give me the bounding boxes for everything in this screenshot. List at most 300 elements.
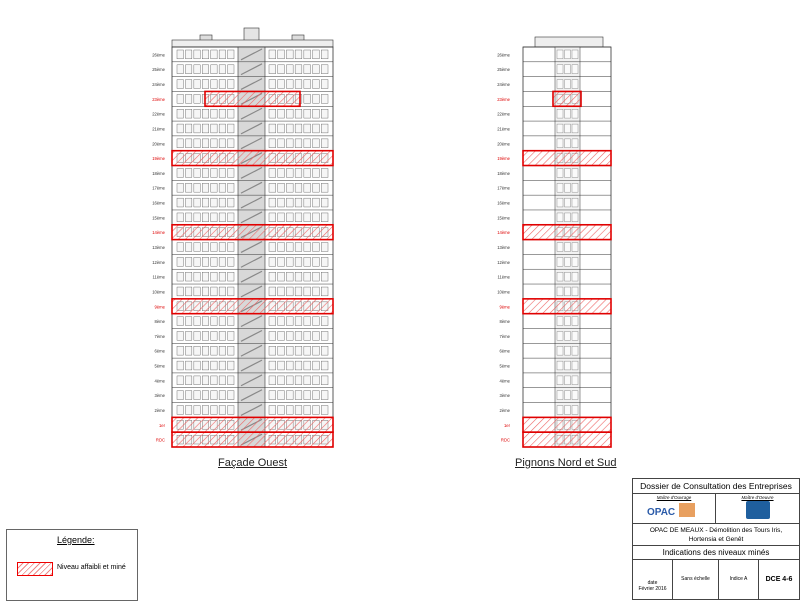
window [295,361,302,370]
window [185,183,191,192]
gable-window [565,317,571,326]
window [313,213,320,222]
window [321,124,328,133]
window [185,391,191,400]
level-label: 25ème [497,67,510,73]
mined-band-3 [205,91,300,106]
level-label: 16ème [497,200,510,206]
architect-logo-cell [716,494,799,524]
header-text: Dossier de Consultation des Entreprises [640,481,792,491]
maitre-oeuvre-caption: Maître d'Oeuvre [741,495,774,500]
window [295,65,302,74]
gable-window [572,287,578,296]
window [295,406,302,415]
window [321,243,328,252]
level-label: 20ème [152,141,165,147]
window [304,109,311,118]
window [278,198,285,207]
window [219,287,225,296]
window [278,346,285,355]
window [321,109,328,118]
window [228,124,234,133]
title-block-header [633,479,799,494]
window [177,331,183,340]
window [313,124,320,133]
window [278,243,285,252]
window [185,94,191,103]
window [304,243,311,252]
window [219,124,225,133]
window [313,169,320,178]
mined-band-7 [172,151,333,166]
level-label: 7ème [499,333,510,339]
window [185,272,191,281]
window [313,257,320,266]
level-label: 4ème [154,378,165,384]
window [202,272,208,281]
gable-window [557,243,563,252]
gable-window [572,213,578,222]
window [202,257,208,266]
window [295,243,302,252]
window [295,213,302,222]
gable-window [557,65,563,74]
level-label: 17ème [152,185,165,191]
window [278,361,285,370]
window [321,376,328,385]
gable-window [557,109,563,118]
level-label: 8ème [154,319,165,325]
window [278,124,285,133]
gable-window [557,272,563,281]
window [295,257,302,266]
level-label: 15ème [152,215,165,221]
gable-window [557,198,563,207]
window [185,109,191,118]
level-label: 26ème [152,52,165,58]
window [219,391,225,400]
gable-window [557,376,563,385]
window [202,287,208,296]
window [194,198,200,207]
level-label: 24ème [152,82,165,88]
level-label: 13ème [497,245,510,250]
window [313,272,320,281]
gable-window [572,124,578,133]
level-label: 8ème [499,319,510,325]
window [286,213,293,222]
gable-mined-band-26 [523,432,611,447]
window [321,287,328,296]
window [219,169,225,178]
window [321,169,328,178]
window [202,406,208,415]
level-label: 1er [158,422,165,428]
gable-window [557,213,563,222]
window [286,287,293,296]
window [211,50,217,59]
window [304,198,311,207]
window [194,139,200,148]
window [304,139,311,148]
window [286,317,293,326]
gable-window [572,169,578,178]
gable-mined-band-12 [523,225,611,240]
ns-level-labels [497,52,510,442]
scale-cell: Sans échelle [673,560,719,599]
window [185,213,191,222]
window [304,406,311,415]
window [278,406,285,415]
doc-ref-cell: DCE 4-6 [765,576,793,583]
window [295,139,302,148]
window [202,169,208,178]
window [321,80,328,89]
window [304,257,311,266]
window [211,287,217,296]
west-level-labels [152,52,165,442]
window [185,361,191,370]
window [177,346,183,355]
window [177,124,183,133]
window [321,183,328,192]
window [286,346,293,355]
mined-level-swatch [17,562,53,576]
date-value: Février 2016 [638,586,667,592]
gable-window [565,257,571,266]
window [278,80,285,89]
west-facade-elevation [172,28,333,447]
window [211,169,217,178]
window [177,109,183,118]
window [177,272,183,281]
gable-window [557,361,563,370]
window [211,257,217,266]
level-label: 4ème [499,378,510,384]
gable-window [572,317,578,326]
window [286,406,293,415]
window [295,109,302,118]
gable-window [565,391,571,400]
level-label: 23ème [497,96,510,102]
north-south-gable-elevation [523,37,611,447]
gable-window [565,198,571,207]
window [228,109,234,118]
window [269,80,276,89]
window [228,50,234,59]
gable-window [565,139,571,148]
gable-window [565,272,571,281]
window [295,124,302,133]
window [228,331,234,340]
mined-band-17 [172,299,333,314]
gable-mined-band-17 [523,299,611,314]
gable-window [572,183,578,192]
level-label: 7ème [154,333,165,339]
window [185,346,191,355]
gable-window [572,243,578,252]
window [219,406,225,415]
level-label: 15ème [497,215,510,221]
window [295,80,302,89]
window [304,331,311,340]
title-block-logos [633,494,799,524]
window [321,331,328,340]
gable-window [565,109,571,118]
window [295,272,302,281]
window [304,183,311,192]
window [286,65,293,74]
window [278,331,285,340]
gable-window [572,198,578,207]
window [313,346,320,355]
gable-window [572,50,578,59]
window [211,361,217,370]
window [278,139,285,148]
window [278,391,285,400]
window [194,169,200,178]
window [321,346,328,355]
window [177,257,183,266]
window [295,198,302,207]
gable-window [557,169,563,178]
window [269,272,276,281]
window [228,257,234,266]
window [313,361,320,370]
level-label: 5ème [499,363,510,369]
level-label: 20ème [497,141,510,147]
window [194,391,200,400]
window [211,376,217,385]
legend-box [6,529,138,601]
window [321,317,328,326]
window [202,317,208,326]
gable-window [557,346,563,355]
gable-window [572,376,578,385]
level-label: 3ème [154,393,165,399]
window [321,50,328,59]
window [219,257,225,266]
level-label: 12ème [497,259,510,265]
gable-window [557,287,563,296]
level-label: 10ème [497,289,510,295]
window [202,243,208,252]
gable-window [565,346,571,355]
window [228,243,234,252]
level-label: 14ème [497,230,510,236]
window [321,361,328,370]
architect-logo-icon [746,501,770,519]
window [278,183,285,192]
window [194,331,200,340]
window [304,169,311,178]
legend-item-label: Niveau affaibli et miné [57,564,126,571]
maitre-ouvrage-caption: Maître d'Ouvrage [656,495,692,500]
window [211,391,217,400]
window [269,183,276,192]
window [219,198,225,207]
window [269,50,276,59]
index-cell: Indice A [719,560,759,599]
owner-project [633,524,799,546]
window [304,213,311,222]
window [228,361,234,370]
window [278,109,285,118]
window [228,317,234,326]
window [219,331,225,340]
window [304,50,311,59]
level-label: 12ème [152,259,165,265]
window [304,124,311,133]
level-label: 6ème [499,348,510,354]
level-label: 2ème [154,407,165,413]
gable-window [572,109,578,118]
window [286,109,293,118]
gable-window [565,65,571,74]
window [211,331,217,340]
window [321,272,328,281]
window [269,331,276,340]
window [269,287,276,296]
window [228,376,234,385]
level-label: 21ème [152,126,165,132]
window [211,139,217,148]
window [304,346,311,355]
level-label: 2ème [499,407,510,413]
window [194,272,200,281]
window [177,169,183,178]
window [211,346,217,355]
level-label: 16ème [152,200,165,206]
title-block [632,478,800,600]
window [286,243,293,252]
window [313,65,320,74]
window [194,109,200,118]
window [269,124,276,133]
date-cell [633,560,673,599]
window [295,317,302,326]
window [269,65,276,74]
window [269,346,276,355]
window [313,391,320,400]
gable-window [572,406,578,415]
window [177,198,183,207]
gable-mined-band-7 [523,151,611,166]
window [228,391,234,400]
window [286,361,293,370]
window [228,287,234,296]
gable-window [572,272,578,281]
window [304,391,311,400]
gable-window [557,391,563,400]
level-label: 19ème [152,156,165,162]
window [286,124,293,133]
window [202,183,208,192]
window [202,65,208,74]
level-label: 21ème [497,126,510,132]
window [286,376,293,385]
window [278,65,285,74]
window [304,317,311,326]
window [202,346,208,355]
window [194,65,200,74]
level-label: RDC [500,437,510,443]
window [278,169,285,178]
opac-logo-text: OPAC [647,507,676,518]
gable-window [557,406,563,415]
window [219,361,225,370]
window [278,213,285,222]
window [295,376,302,385]
window [269,391,276,400]
window [269,213,276,222]
opac-logo [647,502,702,520]
window [269,361,276,370]
window [211,65,217,74]
window [185,376,191,385]
window [269,139,276,148]
window [194,124,200,133]
window [228,169,234,178]
window [313,183,320,192]
ns-gables-caption: Pignons Nord et Sud [515,457,617,469]
window [278,257,285,266]
level-label: 18ème [497,170,510,176]
level-label: 26ème [497,52,510,58]
window [211,213,217,222]
owner-logo-cell [633,494,716,524]
window [185,243,191,252]
window [304,361,311,370]
window [219,109,225,118]
window [211,198,217,207]
gable-window [565,124,571,133]
level-label: 23ème [152,96,165,102]
window [313,109,320,118]
window [278,287,285,296]
window [313,317,320,326]
window [177,361,183,370]
title-block-footer [633,560,799,599]
window [304,287,311,296]
mined-band-12 [172,225,333,240]
window [321,94,328,103]
window [177,139,183,148]
west-facade-caption: Façade Ouest [218,457,288,469]
window [269,109,276,118]
window [211,243,217,252]
window [228,213,234,222]
level-label: 6ème [154,348,165,354]
window [177,183,183,192]
gable-window [565,361,571,370]
window [219,80,225,89]
window [313,406,320,415]
gable-roof [535,37,603,47]
window [321,406,328,415]
window [211,109,217,118]
gable-window [557,183,563,192]
gable-window [565,183,571,192]
window [228,65,234,74]
window [295,391,302,400]
window [295,183,302,192]
window [286,50,293,59]
gable-window [565,331,571,340]
window [313,287,320,296]
window [228,139,234,148]
window [304,272,311,281]
